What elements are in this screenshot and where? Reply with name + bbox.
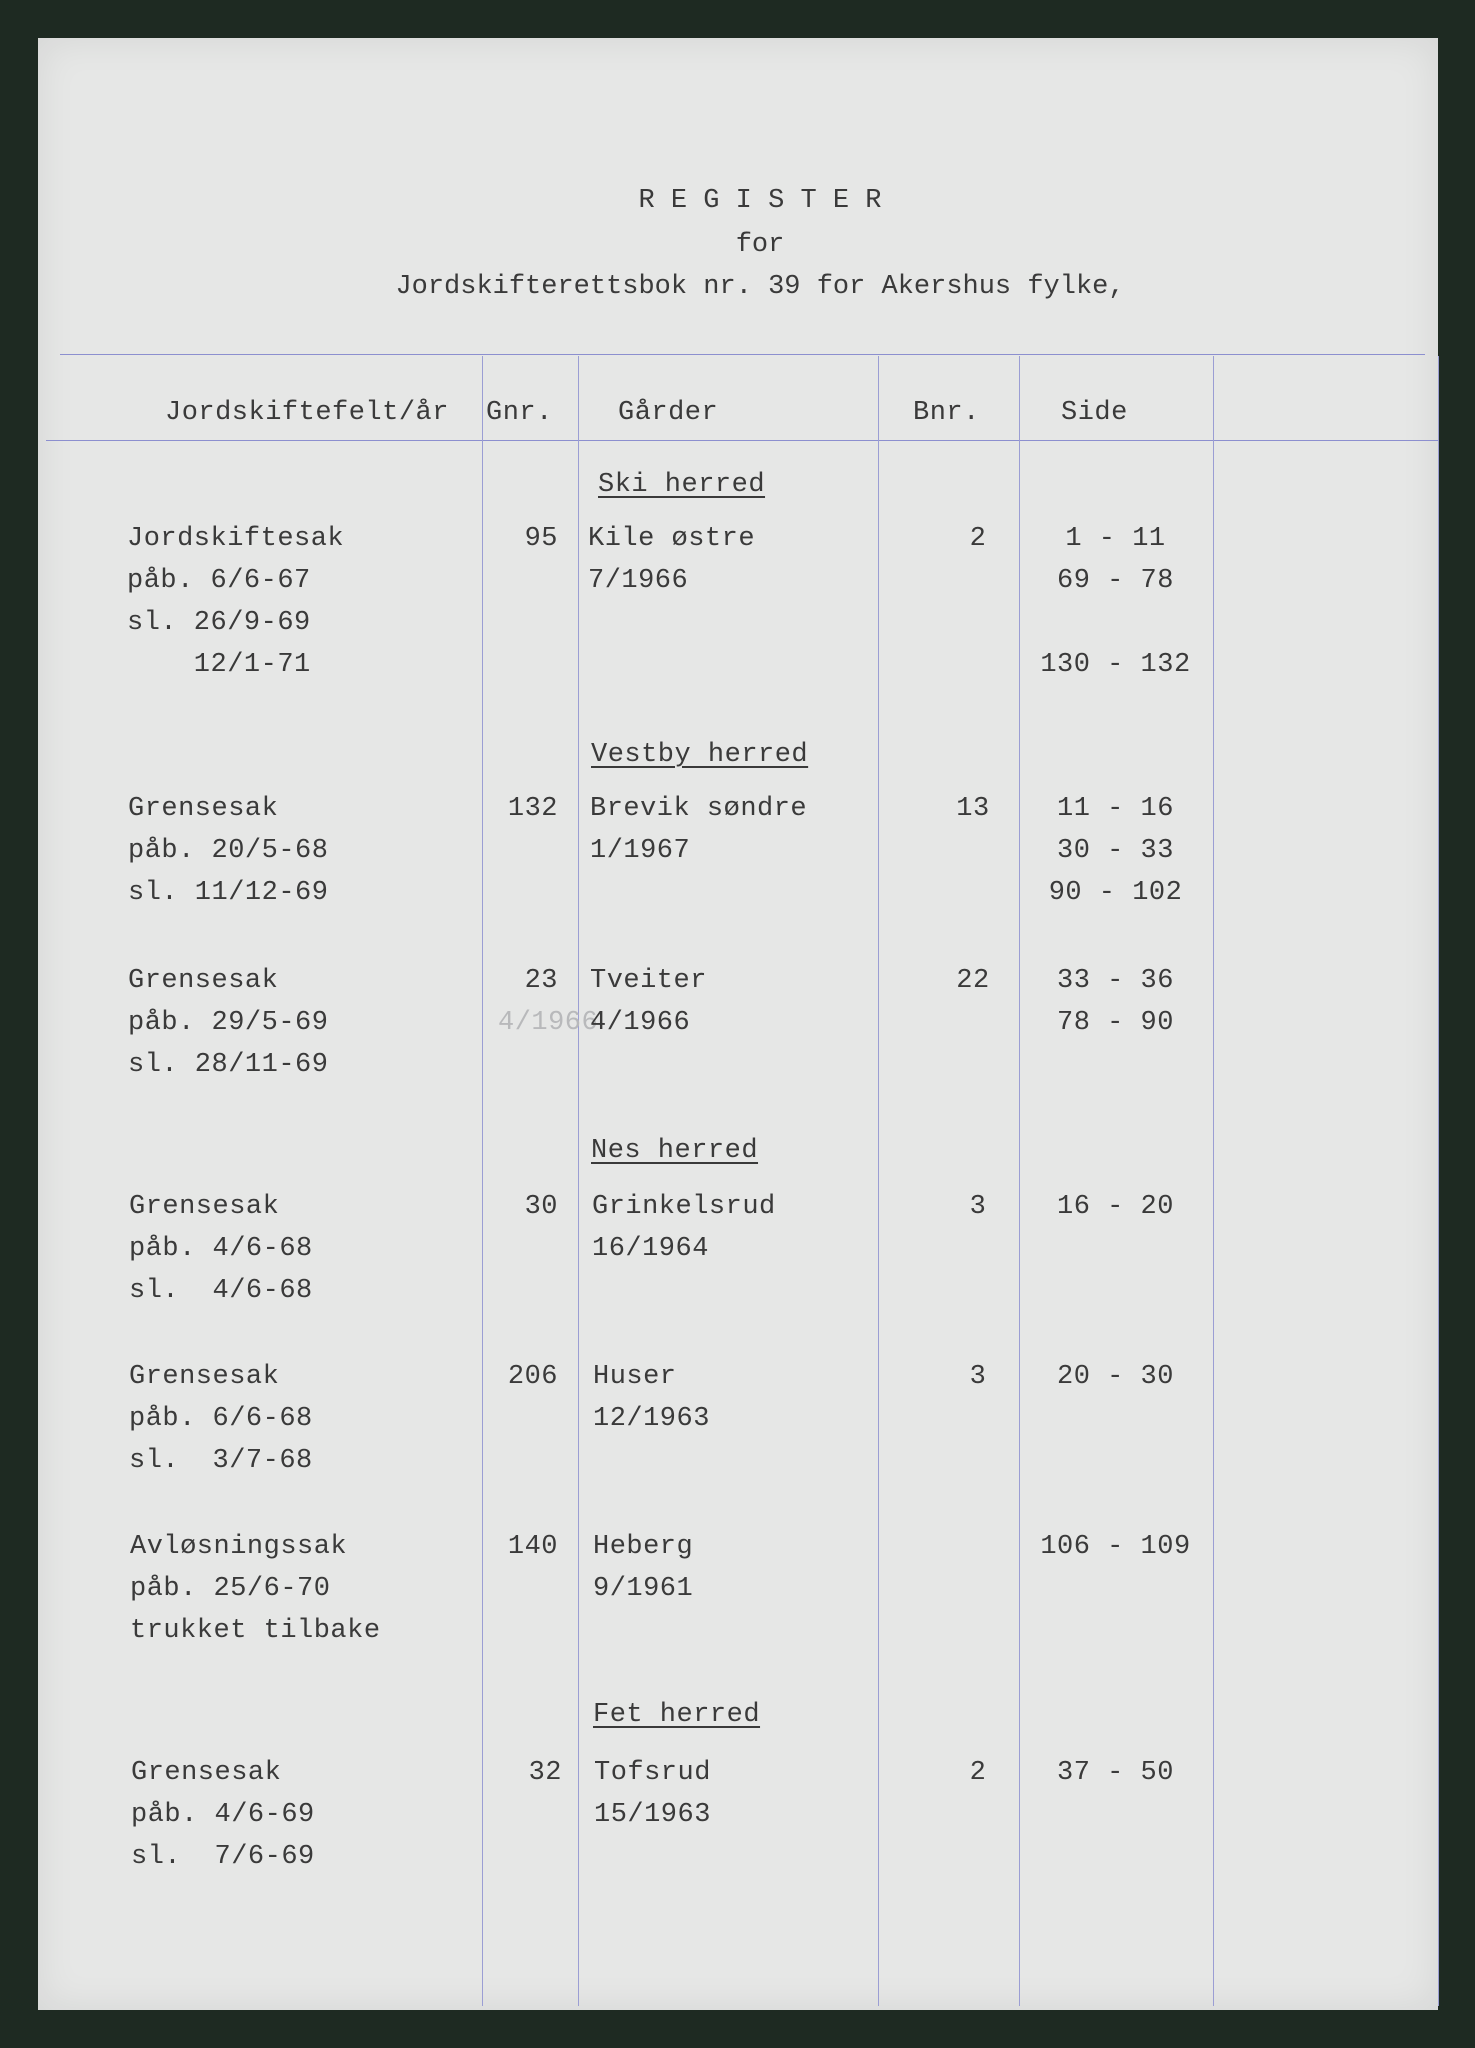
- register-subtitle: for: [735, 230, 785, 260]
- garder-name: Heberg: [593, 1532, 694, 1562]
- garder-name: Grinkelsrud: [592, 1192, 776, 1222]
- bnr-value: 2: [969, 1758, 987, 1788]
- column-divider-bnr: [1019, 356, 1020, 2006]
- garder-reference: 9/1961: [593, 1574, 694, 1604]
- felt-line: sl. 28/11-69: [128, 1050, 329, 1080]
- bnr-value: 3: [969, 1192, 987, 1222]
- felt-line: påb. 29/5-69: [128, 1008, 329, 1038]
- felt-line: påb. 25/6-70: [130, 1574, 331, 1604]
- felt-line: Avløsningssak: [130, 1532, 348, 1562]
- felt-line: sl. 26/9-69: [127, 608, 311, 638]
- gnr-value: 206: [507, 1362, 558, 1392]
- bnr-value: 22: [956, 966, 990, 996]
- section-heading-fet: Fet herred: [593, 1700, 761, 1730]
- felt-line: påb. 6/6-68: [129, 1404, 313, 1434]
- side-range: 16 - 20: [1057, 1192, 1174, 1222]
- garder-name: Tofsrud: [594, 1758, 711, 1788]
- felt-line: Grensesak: [128, 966, 279, 996]
- side-range: 69 - 78: [1057, 566, 1174, 596]
- felt-line: Grensesak: [131, 1758, 282, 1788]
- felt-line: Grensesak: [129, 1192, 280, 1222]
- felt-line: trukket tilbake: [130, 1616, 381, 1646]
- column-divider-gnr: [578, 356, 579, 2006]
- gnr-value: 23: [524, 966, 558, 996]
- side-range: 78 - 90: [1057, 1008, 1174, 1038]
- column-header-bnr: Bnr.: [913, 398, 980, 428]
- garder-reference: 16/1964: [592, 1234, 709, 1264]
- felt-line: Grensesak: [129, 1362, 280, 1392]
- bnr-value: 2: [969, 524, 987, 554]
- side-range: 90 - 102: [1048, 878, 1183, 908]
- column-header-garder: Gårder: [618, 398, 719, 428]
- side-range: 37 - 50: [1057, 1758, 1174, 1788]
- garder-name: Huser: [593, 1362, 677, 1392]
- gnr-faint-overstrike: 4/1966: [498, 1008, 599, 1038]
- column-header-gnr: Gnr.: [486, 398, 553, 428]
- garder-name: Kile østre: [588, 524, 756, 554]
- felt-line: sl. 4/6-68: [129, 1276, 313, 1306]
- top-rule: [60, 354, 1425, 355]
- side-range: 20 - 30: [1057, 1362, 1174, 1392]
- felt-line: 12/1-71: [127, 650, 311, 680]
- felt-line: påb. 4/6-68: [129, 1234, 313, 1264]
- register-title: R E G I S T E R: [638, 186, 882, 216]
- gnr-value: 95: [524, 524, 558, 554]
- column-divider-felt: [482, 356, 483, 2006]
- gnr-value: 132: [507, 794, 558, 824]
- gnr-value: 32: [528, 1758, 562, 1788]
- bnr-value: 3: [969, 1362, 987, 1392]
- side-range: 106 - 109: [1040, 1532, 1191, 1562]
- side-range: 1 - 11: [1065, 524, 1166, 554]
- garder-reference: 4/1966: [590, 1008, 691, 1038]
- felt-line: påb. 20/5-68: [128, 836, 329, 866]
- felt-line: Grensesak: [128, 794, 279, 824]
- felt-line: sl. 3/7-68: [129, 1446, 313, 1476]
- bnr-value: 13: [956, 794, 990, 824]
- garder-reference: 7/1966: [588, 566, 689, 596]
- side-range: 30 - 33: [1057, 836, 1174, 866]
- felt-line: påb. 6/6-67: [127, 566, 311, 596]
- side-range: 130 - 132: [1040, 650, 1191, 680]
- column-header-felt: Jordskiftefelt/år: [165, 398, 449, 428]
- column-divider-garder: [878, 356, 879, 2006]
- gnr-value: 30: [524, 1192, 558, 1222]
- garder-reference: 12/1963: [593, 1404, 710, 1434]
- section-heading-ski: Ski herred: [598, 470, 766, 500]
- gnr-value: 140: [507, 1532, 558, 1562]
- header-rule: [46, 440, 1438, 441]
- garder-name: Tveiter: [590, 966, 707, 996]
- garder-name: Brevik søndre: [590, 794, 808, 824]
- section-heading-vestby: Vestby herred: [591, 740, 809, 770]
- garder-reference: 1/1967: [590, 836, 691, 866]
- felt-line: Jordskiftesak: [127, 524, 345, 554]
- garder-reference: 15/1963: [594, 1800, 711, 1830]
- felt-line: påb. 4/6-69: [131, 1800, 315, 1830]
- felt-line: sl. 7/6-69: [131, 1842, 315, 1872]
- felt-line: sl. 11/12-69: [128, 878, 329, 908]
- section-heading-nes: Nes herred: [591, 1136, 759, 1166]
- register-book-title: Jordskifterettsbok nr. 39 for Akershus fylke,: [395, 272, 1125, 302]
- side-range: 33 - 36: [1057, 966, 1174, 996]
- paper-sheet: [38, 38, 1438, 2010]
- column-header-side: Side: [1061, 398, 1128, 428]
- column-divider-right: [1438, 356, 1439, 2006]
- column-divider-side: [1213, 356, 1214, 2006]
- side-range: 11 - 16: [1057, 794, 1174, 824]
